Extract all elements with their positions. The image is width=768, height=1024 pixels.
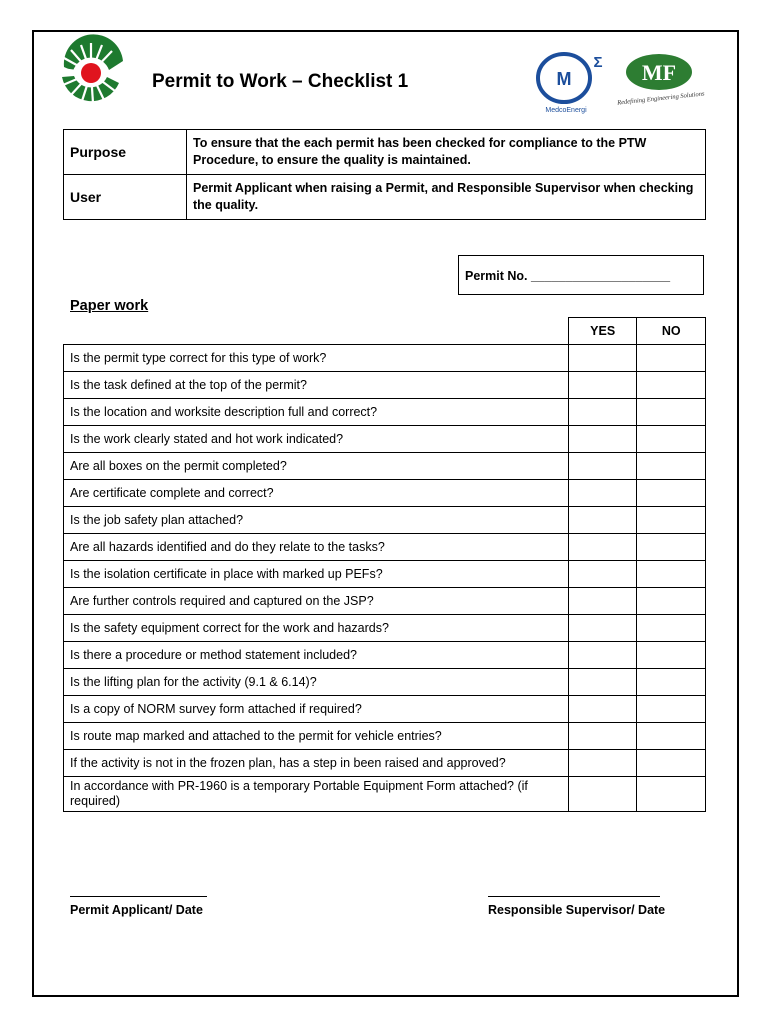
question-text: Is route map marked and attached to the permit for vehicle entries? [64,723,569,750]
yes-checkbox-cell[interactable] [568,534,637,561]
question-text: Are all hazards identified and do they relate to the tasks? [64,534,569,561]
question-text: Are all boxes on the permit completed? [64,453,569,480]
yes-checkbox-cell[interactable] [568,723,637,750]
purpose-text: To ensure that the each permit has been checked for compliance to the PTW Procedure, to ensure the quality is maintained. [187,130,706,175]
no-checkbox-cell[interactable] [637,372,706,399]
table-row [64,345,706,372]
no-column-header: NO [637,318,706,345]
question-text: Are further controls required and captured on the JSP? [64,588,569,615]
svg-text:Σ: Σ [593,54,603,71]
table-row [64,642,706,669]
yes-checkbox-cell[interactable] [568,642,637,669]
user-row [64,175,706,220]
question-text: Is the safety equipment correct for the work and hazards? [64,615,569,642]
yes-column-header: YES [568,318,637,345]
purpose-user-table [63,129,706,220]
yes-checkbox-cell[interactable] [568,345,637,372]
question-text: Are certificate complete and correct? [64,480,569,507]
table-row [64,534,706,561]
table-row [64,696,706,723]
no-checkbox-cell[interactable] [637,453,706,480]
yes-checkbox-cell[interactable] [568,588,637,615]
no-checkbox-cell[interactable] [637,723,706,750]
yes-checkbox-cell[interactable] [568,453,637,480]
purpose-row [64,130,706,175]
svg-text:MF: MF [641,60,677,85]
medcoenergi-logo [530,50,610,116]
supervisor-signature-label: Responsible Supervisor/ Date [488,903,666,917]
table-row [64,615,706,642]
table-row [64,588,706,615]
no-checkbox-cell[interactable] [637,534,706,561]
yes-checkbox-cell[interactable] [568,480,637,507]
section-title: Paper work [70,298,149,314]
no-checkbox-cell[interactable] [637,750,706,777]
no-checkbox-cell[interactable] [637,399,706,426]
no-checkbox-cell[interactable] [637,777,706,812]
table-row [64,426,706,453]
question-text: Is the job safety plan attached? [64,507,569,534]
question-text: Is there a procedure or method statement included? [64,642,569,669]
no-checkbox-cell[interactable] [637,480,706,507]
no-checkbox-cell[interactable] [637,642,706,669]
question-text: Is the permit type correct for this type of work? [64,345,569,372]
applicant-signature-label: Permit Applicant/ Date [70,903,203,917]
no-checkbox-cell[interactable] [637,615,706,642]
yes-checkbox-cell[interactable] [568,615,637,642]
question-text: In accordance with PR-1960 is a temporary Portable Equipment Form attached? (if required) [64,777,569,812]
yes-checkbox-cell[interactable] [568,426,637,453]
question-text: If the activity is not in the frozen plan, has a step in been raised and approved? [64,750,569,777]
table-row [64,750,706,777]
company-logo [62,44,134,102]
question-text: Is the work clearly stated and hot work indicated? [64,426,569,453]
table-row [64,561,706,588]
yes-checkbox-cell[interactable] [568,669,637,696]
header-blank [64,318,569,345]
no-checkbox-cell[interactable] [637,696,706,723]
yes-checkbox-cell[interactable] [568,561,637,588]
table-row [64,453,706,480]
supervisor-signature-line[interactable] [488,896,660,897]
mf-logo [616,52,705,110]
applicant-signature-line[interactable] [70,896,207,897]
user-text: Permit Applicant when raising a Permit, and Responsible Supervisor when checking the quality. [187,175,706,220]
no-checkbox-cell[interactable] [637,426,706,453]
svg-text:Redefining Engineering Solutio: Redefining Engineering Solutions [616,90,705,107]
table-row [64,372,706,399]
user-label: User [64,175,187,220]
question-text: Is the location and worksite description full and correct? [64,399,569,426]
no-checkbox-cell[interactable] [637,345,706,372]
page-title: Permit to Work – Checklist 1 [152,71,409,92]
yes-checkbox-cell[interactable] [568,399,637,426]
yes-checkbox-cell[interactable] [568,696,637,723]
yes-checkbox-cell[interactable] [568,372,637,399]
purpose-label: Purpose [64,130,187,175]
question-text: Is the isolation certificate in place with marked up PEFs? [64,561,569,588]
permit-number-field[interactable]: Permit No. ____________________ [458,255,704,295]
svg-text:M: M [556,69,572,89]
yes-checkbox-cell[interactable] [568,777,637,812]
question-text: Is the lifting plan for the activity (9.1 & 6.14)? [64,669,569,696]
table-row [64,723,706,750]
table-row [64,399,706,426]
no-checkbox-cell[interactable] [637,669,706,696]
yes-checkbox-cell[interactable] [568,507,637,534]
question-text: Is a copy of NORM survey form attached if required? [64,696,569,723]
table-row [64,777,706,812]
table-row [64,669,706,696]
svg-text:MedcoEnergi: MedcoEnergi [545,107,587,114]
checklist-table [63,317,706,812]
question-text: Is the task defined at the top of the permit? [64,372,569,399]
no-checkbox-cell[interactable] [637,561,706,588]
no-checkbox-cell[interactable] [637,588,706,615]
table-row [64,507,706,534]
yes-checkbox-cell[interactable] [568,750,637,777]
table-row [64,480,706,507]
no-checkbox-cell[interactable] [637,507,706,534]
